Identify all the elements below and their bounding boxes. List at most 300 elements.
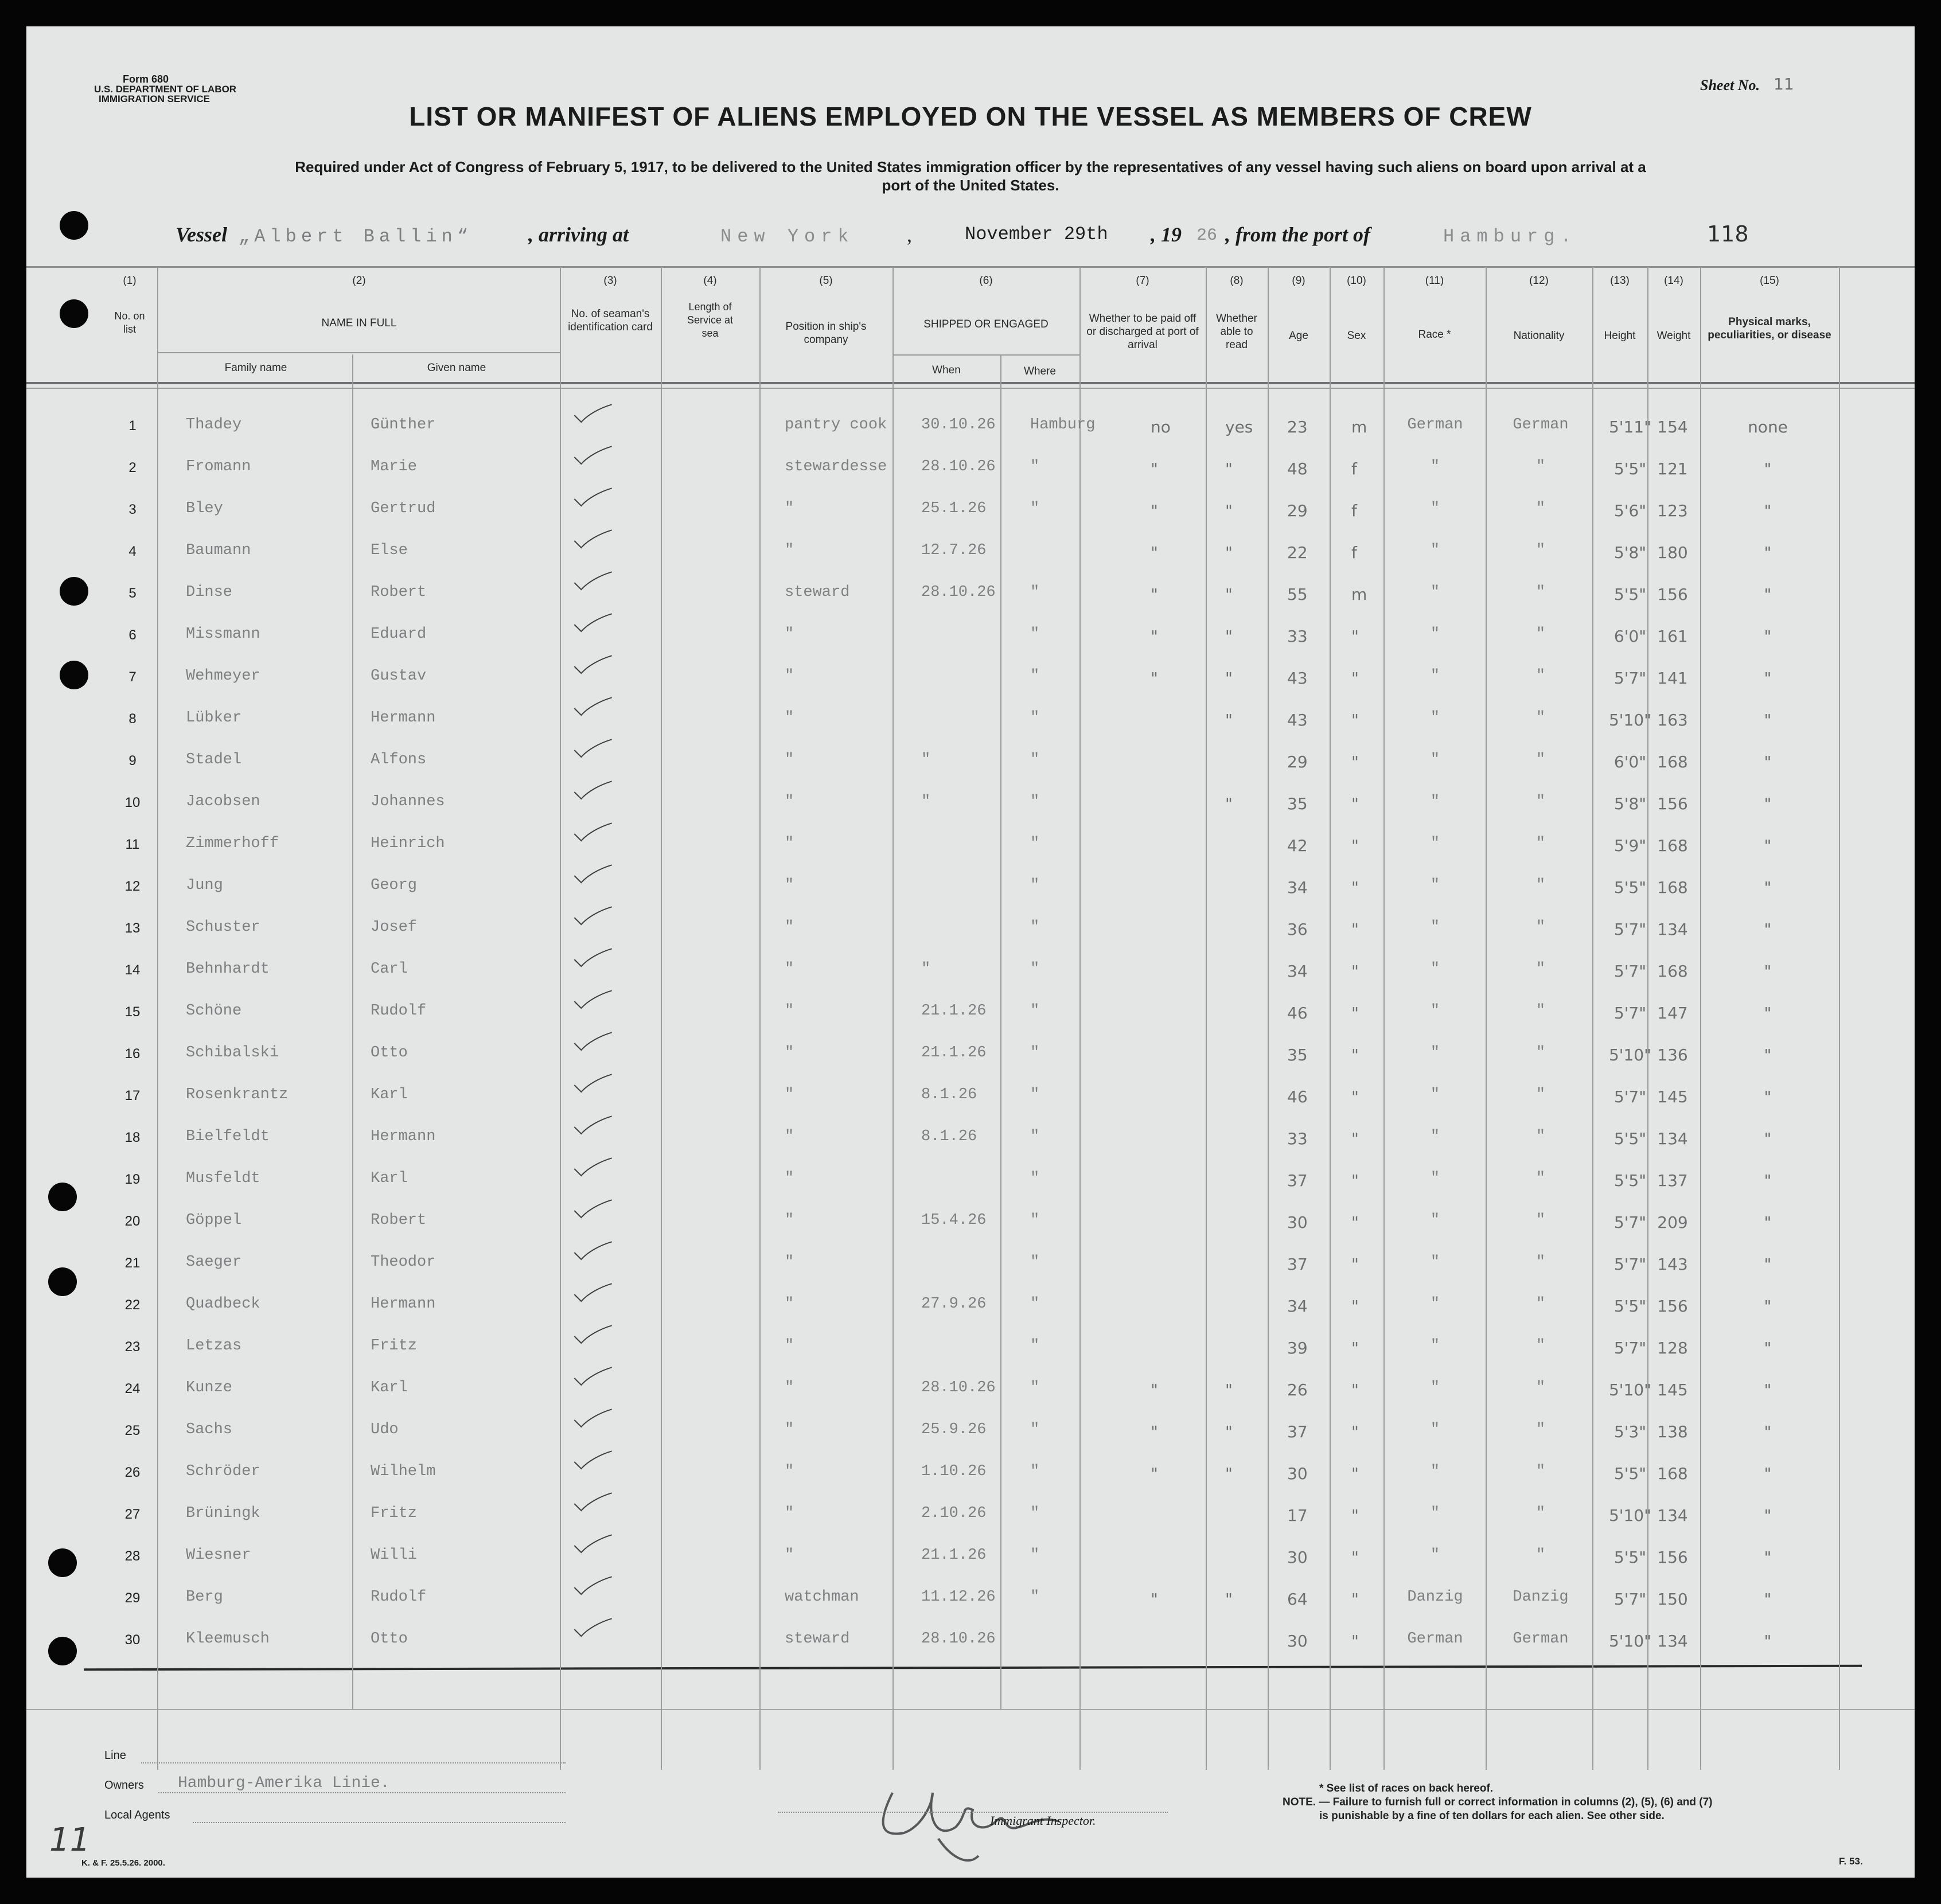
line-field-rule [141, 1762, 566, 1763]
shipped-subheader-rule [892, 354, 1079, 356]
cell-family: Quadbeck [186, 1296, 260, 1313]
col15-header: Physical marks, peculiarities, or disease [1708, 316, 1831, 341]
cell-height: 5'7" [1613, 1255, 1647, 1274]
cell-height: 5'7" [1613, 1213, 1647, 1232]
table-end-rule [84, 1665, 1862, 1671]
departure-port: Hamburg. [1443, 226, 1577, 247]
cell-marks: " [1764, 1380, 1772, 1399]
cell-nat: " [1535, 835, 1546, 852]
cell-age: 35 [1287, 794, 1308, 813]
cell-height: 5'6" [1613, 501, 1647, 520]
col3-number: (3) [603, 275, 617, 287]
col11-header: Race * [1418, 329, 1451, 341]
cell-marks: " [1764, 1339, 1772, 1357]
cell-height: 5'10" [1608, 1045, 1652, 1064]
cell-paid: " [1151, 1590, 1158, 1609]
cell-position: " [785, 919, 794, 936]
cell-paid: " [1151, 459, 1158, 478]
cell-where: " [1030, 500, 1040, 517]
races-note: * See list of races on back hereof. [1319, 1782, 1494, 1794]
cell-race: " [1430, 1463, 1440, 1480]
cell-given: Hermann [371, 1296, 436, 1313]
cell-when: 25.9.26 [921, 1421, 987, 1438]
cell-weight: 138 [1657, 1422, 1688, 1441]
cell-marks: none [1748, 418, 1788, 436]
col2-given-header: Given name [427, 362, 486, 374]
check-mark-icon [570, 1409, 616, 1431]
col-divider-7 [1206, 267, 1207, 1770]
check-mark-icon [570, 697, 616, 720]
row-number: 10 [124, 795, 141, 810]
cell-race: " [1430, 1212, 1440, 1229]
cell-sex: " [1351, 1464, 1359, 1483]
cell-given: Otto [371, 1630, 408, 1648]
cell-given: Rudolf [371, 1589, 427, 1606]
check-mark-icon [570, 1241, 616, 1264]
cell-weight: 163 [1657, 711, 1688, 729]
col6-number: (6) [979, 275, 993, 287]
col5-number: (5) [819, 275, 833, 287]
cell-where: " [1030, 1170, 1040, 1187]
department-label: U.S. DEPARTMENT OF LABOR [94, 84, 237, 95]
cell-height: 5'5" [1613, 1297, 1647, 1316]
punch-hole [60, 211, 88, 240]
cell-marks: " [1764, 1506, 1772, 1525]
cell-age: 46 [1287, 1087, 1308, 1106]
cell-read: " [1225, 1464, 1233, 1483]
check-mark-icon [570, 864, 616, 887]
cell-when: 15.4.26 [921, 1212, 987, 1229]
cell-race: " [1430, 1044, 1440, 1062]
cell-when: 2.10.26 [921, 1505, 987, 1522]
cell-given: Alfons [371, 751, 427, 768]
cell-age: 43 [1287, 711, 1308, 729]
cell-sex: m [1351, 418, 1367, 436]
cell-given: Robert [371, 1212, 427, 1229]
cell-weight: 136 [1657, 1045, 1688, 1064]
punch-hole [48, 1183, 77, 1211]
row-number: 2 [128, 460, 137, 475]
cell-nat: " [1535, 751, 1546, 768]
cell-weight: 168 [1657, 836, 1688, 855]
cell-position: " [785, 1379, 794, 1396]
cell-where: " [1030, 1421, 1040, 1438]
row-number: 25 [124, 1423, 141, 1438]
cell-position: " [785, 1296, 794, 1313]
cell-when: 28.10.26 [921, 1630, 996, 1648]
cell-given: Eduard [371, 626, 427, 643]
cell-nat: " [1535, 1170, 1546, 1187]
service-label: IMMIGRATION SERVICE [99, 93, 210, 104]
cell-nat: " [1535, 919, 1546, 936]
arriving-port: New York [720, 226, 855, 247]
cell-age: 29 [1287, 501, 1308, 520]
cell-family: Schibalski [186, 1044, 279, 1062]
cell-sex: " [1351, 1129, 1359, 1148]
row-number: 20 [124, 1214, 141, 1229]
cell-position: " [785, 835, 794, 852]
row-number: 16 [124, 1046, 141, 1062]
cell-height: 5'7" [1613, 1087, 1647, 1106]
cell-height: 5'10" [1608, 1632, 1652, 1651]
check-mark-icon [570, 1576, 616, 1599]
cell-where: " [1030, 1128, 1040, 1145]
cell-sex: m [1351, 585, 1367, 604]
cell-weight: 180 [1657, 543, 1688, 562]
list-number: 118 [1707, 221, 1749, 247]
cell-marks: " [1764, 711, 1772, 729]
col15-number: (15) [1760, 275, 1779, 287]
cell-sex: " [1351, 711, 1359, 729]
row-number: 18 [124, 1130, 141, 1145]
cell-given: Rudolf [371, 1002, 427, 1020]
cell-where: " [1030, 626, 1040, 643]
cell-read: " [1225, 501, 1233, 520]
arrival-date: November 29th [965, 224, 1108, 245]
check-mark-icon [570, 1032, 616, 1055]
check-mark-icon [570, 822, 616, 845]
cell-position: " [785, 1254, 794, 1271]
row-number: 1 [128, 418, 137, 434]
cell-read: " [1225, 543, 1233, 562]
cell-age: 39 [1287, 1339, 1308, 1357]
col13-header: Height [1604, 330, 1636, 342]
vessel-label: Vessel [176, 223, 227, 246]
cell-height: 5'7" [1613, 1590, 1647, 1609]
col2-number: (2) [352, 275, 366, 287]
cell-paid: " [1151, 1380, 1158, 1399]
year-prefix: , 19 [1151, 223, 1182, 246]
row-number: 24 [124, 1381, 141, 1396]
check-mark-icon [570, 1325, 616, 1348]
cell-marks: " [1764, 459, 1772, 478]
cell-height: 5'3" [1613, 1422, 1647, 1441]
cell-given: Josef [371, 919, 418, 936]
cell-when: 12.7.26 [921, 542, 987, 559]
cell-height: 5'5" [1613, 878, 1647, 897]
cell-given: Theodor [371, 1254, 436, 1271]
cell-where: " [1030, 919, 1040, 936]
cell-weight: 154 [1657, 418, 1688, 436]
cell-family: Schöne [186, 1002, 242, 1020]
cell-sex: " [1351, 1255, 1359, 1274]
cell-nat: German [1513, 416, 1569, 434]
cell-age: 46 [1287, 1004, 1308, 1023]
cell-family: Missmann [186, 626, 260, 643]
cell-sex: " [1351, 836, 1359, 855]
cell-family: Dinse [186, 584, 233, 601]
cell-race: " [1430, 709, 1440, 727]
cell-given: Georg [371, 877, 418, 894]
row-number: 4 [128, 544, 137, 559]
cell-marks: " [1764, 1171, 1772, 1190]
cell-position: stewardesse [785, 458, 887, 475]
cell-weight: 145 [1657, 1087, 1688, 1106]
cell-when: 11.12.26 [921, 1589, 996, 1606]
row-number: 5 [128, 586, 137, 601]
cell-marks: " [1764, 1590, 1772, 1609]
cell-position: pantry cook [785, 416, 887, 434]
cell-weight: 134 [1657, 1506, 1688, 1525]
check-mark-icon [570, 613, 616, 636]
cell-age: 37 [1287, 1255, 1308, 1274]
cell-age: 34 [1287, 1297, 1308, 1316]
cell-nat: " [1535, 542, 1546, 559]
cell-marks: " [1764, 543, 1772, 562]
form-number: Form 680 [123, 73, 169, 85]
cell-when: 28.10.26 [921, 584, 996, 601]
col14-number: (14) [1664, 275, 1683, 287]
cell-sex: f [1351, 501, 1357, 520]
cell-given: Heinrich [371, 835, 445, 852]
row-number: 28 [124, 1548, 141, 1564]
punch-hole [48, 1637, 77, 1665]
cell-given: Willi [371, 1547, 418, 1564]
col9-number: (9) [1292, 275, 1305, 287]
col7-header: Whether to be paid off or discharged at port of arrival [1086, 313, 1199, 351]
cell-given: Robert [371, 584, 427, 601]
cell-marks: " [1764, 962, 1772, 981]
cell-position: steward [785, 1630, 850, 1648]
cell-age: 26 [1287, 1380, 1308, 1399]
cell-sex: " [1351, 1632, 1359, 1651]
cell-family: Bielfeldt [186, 1128, 270, 1145]
cell-when: 21.1.26 [921, 1044, 987, 1062]
cell-position: " [785, 1002, 794, 1020]
col1-number: (1) [123, 275, 137, 287]
cell-position: " [785, 961, 794, 978]
cell-height: 5'5" [1613, 1129, 1647, 1148]
cell-race: " [1430, 1337, 1440, 1355]
cell-height: 5'8" [1613, 794, 1647, 813]
cell-race: " [1430, 835, 1440, 852]
row-number: 17 [124, 1088, 141, 1103]
row-number: 12 [124, 879, 141, 894]
penalty-note: NOTE. — Failure to furnish full or correct information in columns (2), (5), (6) and (7) [1283, 1796, 1713, 1808]
check-mark-icon [570, 1450, 616, 1473]
cell-marks: " [1764, 1129, 1772, 1148]
check-mark-icon [570, 1074, 616, 1097]
cell-family: Fromann [186, 458, 251, 475]
cell-where: " [1030, 835, 1040, 852]
manifest-sheet [26, 26, 1915, 1878]
cell-weight: 143 [1657, 1255, 1688, 1274]
cell-when: 30.10.26 [921, 416, 996, 434]
col-divider-9 [1330, 267, 1331, 1770]
arriving-label: , arriving at [528, 223, 629, 246]
local-agents-label: Local Agents [104, 1809, 170, 1821]
cell-nat: " [1535, 1505, 1546, 1522]
cell-family: Zimmerhoff [186, 835, 279, 852]
punch-hole [60, 661, 88, 689]
header-bottom-rule-2 [26, 388, 1915, 389]
cell-age: 22 [1287, 543, 1308, 562]
cell-nat: " [1535, 668, 1546, 685]
cell-sex: f [1351, 543, 1357, 562]
check-mark-icon [570, 1534, 616, 1557]
cell-where: " [1030, 877, 1040, 894]
cell-height: 5'10" [1608, 1506, 1652, 1525]
cell-marks: " [1764, 1548, 1772, 1567]
cell-age: 48 [1287, 459, 1308, 478]
cell-sex: " [1351, 878, 1359, 897]
cell-where: " [1030, 1296, 1040, 1313]
cell-height: 5'7" [1613, 920, 1647, 939]
cell-sex: " [1351, 1548, 1359, 1567]
cell-height: 5'7" [1613, 669, 1647, 688]
cell-given: Karl [371, 1170, 408, 1187]
from-port-label: , from the port of [1225, 223, 1371, 246]
comma-1: , [907, 223, 912, 246]
cell-position: " [785, 626, 794, 643]
cell-paid: " [1151, 627, 1158, 646]
cell-sex: " [1351, 752, 1359, 771]
cell-position: " [785, 1463, 794, 1480]
cell-when: 27.9.26 [921, 1296, 987, 1313]
cell-weight: 156 [1657, 794, 1688, 813]
cell-height: 5'10" [1608, 711, 1652, 729]
col12-number: (12) [1529, 275, 1549, 287]
cell-weight: 134 [1657, 920, 1688, 939]
row-number: 21 [124, 1255, 141, 1271]
cell-given: Gertrud [371, 500, 436, 517]
cell-position: " [785, 1421, 794, 1438]
cell-sex: " [1351, 1004, 1359, 1023]
cell-weight: 147 [1657, 1004, 1688, 1023]
sheet-number-label: Sheet No. [1700, 77, 1760, 93]
cell-position: " [785, 877, 794, 894]
check-mark-icon [570, 529, 616, 552]
cell-sex: " [1351, 1171, 1359, 1190]
row-number: 7 [128, 669, 137, 685]
cell-when: " [921, 751, 931, 768]
check-mark-icon [570, 1115, 616, 1138]
col14-header: Weight [1657, 330, 1691, 342]
agents-field-rule [193, 1821, 566, 1823]
cell-family: Jung [186, 877, 223, 894]
cell-position: " [785, 793, 794, 810]
cell-marks: " [1764, 501, 1772, 520]
cell-when: 25.1.26 [921, 500, 987, 517]
cell-weight: 134 [1657, 1632, 1688, 1651]
cell-marks: " [1764, 1422, 1772, 1441]
cell-race: " [1430, 542, 1440, 559]
cell-where: " [1030, 1547, 1040, 1564]
check-mark-icon [570, 655, 616, 678]
cell-height: 6'0" [1613, 627, 1647, 646]
row-number: 29 [124, 1590, 141, 1606]
cell-race: " [1430, 668, 1440, 685]
col9-header: Age [1289, 330, 1308, 342]
cell-sex: " [1351, 1380, 1359, 1399]
cell-where: " [1030, 1589, 1040, 1606]
cell-where: " [1030, 709, 1040, 727]
row-number: 27 [124, 1507, 141, 1522]
cell-sex: " [1351, 920, 1359, 939]
cell-when: 28.10.26 [921, 458, 996, 475]
cell-family: Sachs [186, 1421, 233, 1438]
cell-marks: " [1764, 1297, 1772, 1316]
punch-hole [48, 1548, 77, 1577]
cell-paid: " [1151, 669, 1158, 688]
cell-where: " [1030, 1463, 1040, 1480]
cell-sex: " [1351, 1087, 1359, 1106]
cell-race: " [1430, 961, 1440, 978]
check-mark-icon [570, 571, 616, 594]
check-mark-icon [570, 781, 616, 803]
cell-nat: " [1535, 458, 1546, 475]
col-divider-2 [560, 267, 561, 1770]
cell-family: Saeger [186, 1254, 242, 1271]
cell-marks: " [1764, 836, 1772, 855]
cell-race: " [1430, 793, 1440, 810]
cell-read: " [1225, 1380, 1233, 1399]
cell-given: Fritz [371, 1337, 418, 1355]
col2-header: NAME IN FULL [321, 317, 397, 329]
col4-number: (4) [703, 275, 717, 287]
cell-age: 29 [1287, 752, 1308, 771]
cell-height: 5'7" [1613, 962, 1647, 981]
cell-race: German [1407, 416, 1463, 434]
col6-when-header: When [932, 364, 961, 376]
cell-nat: " [1535, 709, 1546, 727]
cell-race: " [1430, 1002, 1440, 1020]
header-bottom-rule [26, 382, 1915, 384]
row-number: 15 [124, 1004, 141, 1020]
cell-nat: " [1535, 1212, 1546, 1229]
cell-nat: " [1535, 793, 1546, 810]
cell-where: " [1030, 751, 1040, 768]
row-number: 30 [124, 1632, 141, 1648]
cell-when: 8.1.26 [921, 1128, 977, 1145]
cell-position: steward [785, 584, 850, 601]
cell-where: " [1030, 1002, 1040, 1020]
cell-height: 5'9" [1613, 836, 1647, 855]
cell-sex: " [1351, 1590, 1359, 1609]
cell-read: " [1225, 1590, 1233, 1609]
cell-read: yes [1225, 418, 1253, 436]
check-mark-icon [570, 1157, 616, 1180]
cell-read: " [1225, 585, 1233, 604]
cell-race: " [1430, 1296, 1440, 1313]
cell-position: " [785, 1547, 794, 1564]
cell-given: Udo [371, 1421, 399, 1438]
cell-weight: 156 [1657, 1548, 1688, 1567]
cell-height: 5'7" [1613, 1339, 1647, 1357]
check-mark-icon [570, 1618, 616, 1641]
cell-family: Bley [186, 500, 223, 517]
cell-when: 1.10.26 [921, 1463, 987, 1480]
cell-read: " [1225, 459, 1233, 478]
margin-mark: 11 [49, 1821, 91, 1859]
cell-paid: " [1151, 1422, 1158, 1441]
row-number: 3 [128, 502, 137, 517]
subtitle-line-1: Required under Act of Congress of February 5, 1917, to be delivered to the United States immigration officer by the representatives of any vessel having such aliens on board upon arrival at a [295, 158, 1646, 175]
cell-family: Behnhardt [186, 961, 270, 978]
cell-age: 34 [1287, 962, 1308, 981]
cell-race: " [1430, 877, 1440, 894]
cell-weight: 134 [1657, 1129, 1688, 1148]
cell-where: " [1030, 1254, 1040, 1271]
cell-race: " [1430, 500, 1440, 517]
cell-sex: " [1351, 962, 1359, 981]
sheet-number-value: 11 [1774, 75, 1794, 93]
cell-race: " [1430, 584, 1440, 601]
col-divider-1 [157, 267, 158, 1770]
cell-position: " [785, 1170, 794, 1187]
cell-position: " [785, 1086, 794, 1103]
col8-header: Whether able to read [1216, 313, 1257, 351]
